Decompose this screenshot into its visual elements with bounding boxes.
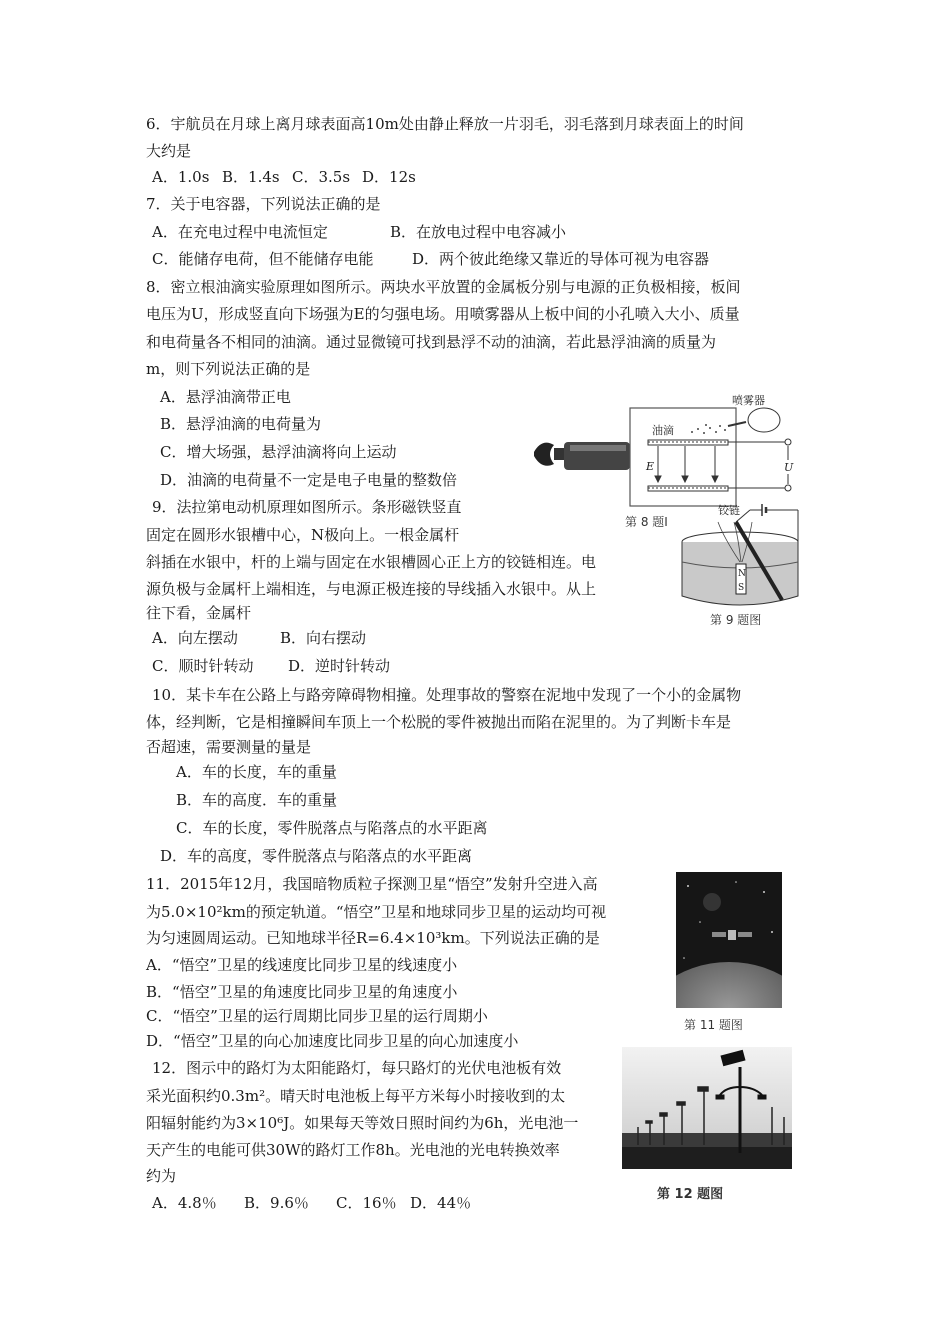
q7-option-a: A．在充电过程中电流恒定 (152, 223, 328, 241)
q7-option-b: B．在放电过程中电容减小 (390, 223, 567, 241)
q11-stem-line1: 11．2015年12月，我国暗物质粒子探测卫星“悟空”发射升空进入高 (146, 875, 598, 893)
hinge-label: 铰链 (718, 504, 740, 517)
q10-stem-line3: 否超速，需要测量的量是 (146, 738, 312, 756)
q7-option-c: C．能储存电荷，但不能储存电能 (152, 250, 374, 268)
q9-stem-line4: 源负极与金属杆上端相连，与电源正极连接的导线插入水银中。从上 (146, 580, 597, 598)
sprayer-bulb (748, 408, 780, 432)
q8-stem-line2: 电压为U，形成竖直向下场强为E的匀强电场。用喷雾器从上板中间的小孔喷入大小、质量 (146, 305, 740, 323)
q9-option-d: D．逆时针转动 (288, 657, 391, 675)
q7-options-ab (152, 222, 566, 242)
q8-option-a: A．悬浮油滴带正电 (160, 388, 291, 406)
spray-droplets (691, 424, 726, 434)
q6-stem-line2: 大约是 (146, 142, 192, 160)
q9-stem-line3: 斜插在水银中，杆的上端与固定在水银槽圆心正上方的铰链相连。电 (146, 553, 597, 571)
road (622, 1145, 792, 1169)
q10-stem-line2: 体，经判断，它是相撞瞬间车顶上一个松脱的零件被抛出而陷在泥里的。为了判断卡车是 (146, 713, 732, 731)
q7-option-d: D．两个彼此绝缘又靠近的导体可视为电容器 (412, 250, 710, 268)
q9-option-c: C．顺时针转动 (152, 657, 254, 675)
q9-options-ab (152, 628, 366, 648)
q10-option-a: A．车的长度，车的重量 (176, 763, 337, 781)
q7-stem: 7．关于电容器，下列说法正确的是 (146, 195, 381, 213)
q11-stem-line3: 为匀速圆周运动。已知地球半径R=6.4×10³km。下列说法正确的是 (146, 929, 600, 947)
microscope-eyepiece (554, 448, 564, 460)
q8-figure-caption: 第 8 题I (625, 515, 668, 529)
q12-option-b: B．9.6％ (244, 1194, 309, 1212)
sprayer-label: 喷雾器 (732, 394, 765, 407)
q9-stem-line5: 往下看，金属杆 (146, 604, 252, 622)
q8-option-b: B．悬浮油滴的电荷量为 (160, 415, 322, 433)
q12-figure-caption: 第 12 题图 (657, 1187, 724, 1202)
q7-options-cd (152, 249, 709, 269)
q12-stem-line2: 采光面积约0.3m²。晴天时电池板上每平方米每小时接收到的太 (146, 1087, 566, 1105)
sprayer-nozzle (728, 422, 746, 426)
q11-option-d: D．“悟空”卫星的向心加速度比同步卫星的向心加速度小 (146, 1032, 519, 1050)
q10-option-c: C．车的长度，零件脱落点与陷落点的水平距离 (176, 819, 488, 837)
q12-stem-line5: 约为 (146, 1167, 177, 1185)
q6-options (152, 167, 416, 187)
q11-figure (676, 872, 782, 1008)
q11-option-a: A．“悟空”卫星的线速度比同步卫星的线速度小 (146, 956, 458, 974)
q9-option-a: A．向左摆动 (152, 629, 238, 647)
q12-options (152, 1193, 471, 1213)
q12-stem-line4: 天产生的电能可供30W的路灯工作8h。光电池的光电转换效率 (146, 1141, 560, 1159)
q9-stem-line1: 9．法拉第电动机原理如图所示。条形磁铁竖直 (152, 498, 462, 516)
q9-figure (670, 500, 820, 628)
q10-option-b: B．车的高度．车的重量 (176, 791, 338, 809)
q11-option-b: B．“悟空”卫星的角速度比同步卫星的角速度小 (146, 983, 458, 1001)
q12-option-a: A．4.8％ (152, 1194, 217, 1212)
q12-figure (622, 1047, 792, 1169)
q12-option-d: D．44％ (410, 1194, 472, 1212)
trees (622, 1133, 792, 1147)
q12-stem-line3: 阳辐射能约为3×10⁶J。如果每天等效日照时间约为6h，光电池一 (146, 1114, 579, 1132)
magnet-s-label: S (738, 583, 745, 593)
q8-option-d: D．油滴的电荷量不一定是电子电量的整数倍 (160, 471, 458, 489)
magnet-n-label: N (738, 569, 746, 579)
q8-stem-line4: m，则下列说法正确的是 (146, 360, 311, 378)
eye-icon (534, 443, 554, 466)
q9-stem-line2: 固定在圆形水银槽中心，N极向上。一根金属杆 (146, 526, 460, 544)
q6-option-a: A．1.0s (152, 168, 210, 186)
q10-option-d: D．车的高度，零件脱落点与陷落点的水平距离 (160, 847, 473, 865)
q11-figure-caption: 第 11 题图 (684, 1018, 743, 1032)
q8-option-c: C．增大场强，悬浮油滴将向上运动 (160, 443, 397, 461)
field-label: E (646, 460, 655, 473)
oil-drop-label: 油滴 (652, 424, 674, 437)
q9-option-b: B．向右摆动 (280, 629, 367, 647)
earth-horizon (676, 962, 782, 1008)
q6-option-b: B．1.4s (222, 168, 280, 186)
q6-stem-line1: 6．宇航员在月球上离月球表面高10m处由静止释放一片羽毛，羽毛落到月球表面上的时间 (146, 115, 744, 133)
q8-stem-line1: 8．密立根油滴实验原理如图所示。两块水平放置的金属板分别与电源的正负极相接，板间 (146, 278, 741, 296)
q9-options-cd (152, 656, 390, 676)
q6-option-d: D．12s (362, 168, 416, 186)
q12-stem-line1: 12．图示中的路灯为太阳能路灯，每只路灯的光伏电池板有效 (152, 1059, 562, 1077)
q10-stem-line1: 10．某卡车在公路上与路旁障碍物相撞。处理事故的警察在泥地中发现了一个小的金属物 (152, 686, 742, 704)
q9-figure-caption: 第 9 题图 (710, 613, 762, 627)
q12-option-c: C．16％ (336, 1194, 397, 1212)
q8-stem-line3: 和电荷量各不相同的油滴。通过显微镜可找到悬浮不动的油滴，若此悬浮油滴的质量为 (146, 333, 717, 351)
q11-option-c: C．“悟空”卫星的运行周期比同步卫星的运行周期小 (146, 1007, 488, 1025)
q6-option-c: C．3.5s (292, 168, 351, 186)
voltage-label: U (784, 461, 794, 474)
q11-stem-line2: 为5.0×10²km的预定轨道。“悟空”卫星和地球同步卫星的运动均可视 (146, 903, 607, 921)
